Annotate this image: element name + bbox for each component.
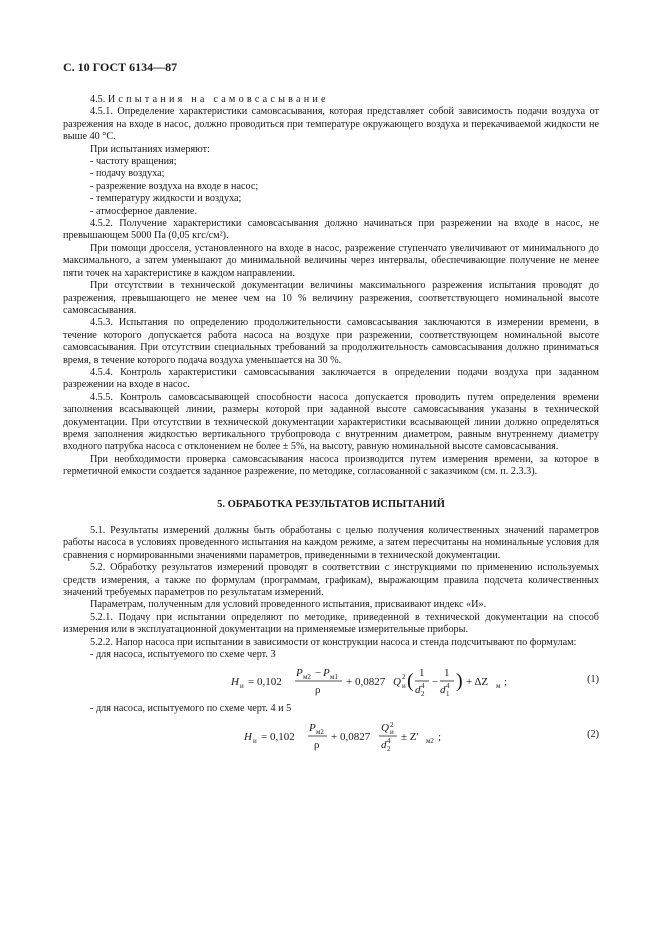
paragraph-5-2-index: Параметрам, полученным для условий проведенного испытания, присваивают индекс «И». <box>90 599 487 611</box>
paragraph-4-5-2: 4.5.2. Получение характеристики самовсасывания должно начинаться при разрежении на входе в насос, не превышающем 5000 Па (0,05 кгс/см²). <box>63 218 599 242</box>
formula-1-svg <box>63 663 599 699</box>
heading-number: 4.5. <box>90 94 106 105</box>
f2-lhs-sub: и <box>253 736 257 745</box>
f1-q: Q <box>393 676 401 689</box>
case-scheme-3: - для насоса, испытуемого по схеме черт. 3 <box>90 649 276 661</box>
f1-d1-pow: 4 <box>446 682 450 691</box>
paragraph-4-5-3: 4.5.3. Испытания по определению продолжительности самовсасывания заключаются в измерении времени, в течение которого допускается работа насоса на воздухе при разрежении, соответствующем номинальной высоте самовсасывания. При отсутствии специальных требований за продолжительность самовсасывания должно приниматься время, в течение которого подача воздуха уменьшается на 30 %. <box>63 317 599 366</box>
paragraph-4-5-4: 4.5.4. Контроль характеристики самовсасывания заключается в определении подачи воздуха при заданном разрежении на входе в насос. <box>63 366 599 391</box>
f2-lhs: H <box>244 730 252 743</box>
list-item: - атмосферное давление. <box>90 205 198 217</box>
f2-num-sub: м2 <box>316 727 324 736</box>
list-item: - разрежение воздуха на входе в насос; <box>90 180 259 192</box>
document-body <box>63 94 599 758</box>
paragraph-4-5-2-max-vacuum: При отсутствии в технической документации величины максимального разрежения испытания проводят до разрежения, превышающего не менее чем на 10 % величину разрежения, соответствующего номинальной высоте самовсасывания. <box>63 280 599 316</box>
formula-2 <box>63 718 599 754</box>
f2-q-sup: 2 <box>390 720 394 729</box>
f1-q-sub: и <box>402 682 406 691</box>
paragraph-4-5-5: 4.5.5. Контроль самовсасывающей способности насоса допускается проводить путем определения времени заполнения всасывающей линии, размеры которой при заданной высоте самовсасывания указаны в технической документации. При отсутствии в технической документации характеристики всасывающей линии должно определяться время заполнения жидкостью вертикального трубопровода с внутренним диаметром, равным внутреннему диаметру входного патрубка насоса с отклонением не более ± 5%, на высоту, равную номинальной высоте самовсасывания. <box>63 391 599 453</box>
page-header: С. 10 ГОСТ 6134—87 <box>63 60 178 74</box>
list-item: - частоту вращения; <box>90 156 177 168</box>
measure-intro: При испытаниях измеряют: <box>90 143 210 155</box>
f1-end: ; <box>504 676 508 689</box>
f1-d2: d <box>415 684 421 697</box>
paragraph-4-5-2-throttle: При помощи дросселя, установленного на входе в насос, разрежение ступенчато увеличивают от минимального до максимального, а затем уменьшают до минимальной величины через интервалы, обеспечивающие получение не менее пяти точек на характеристике в каждом направлении. <box>63 242 599 279</box>
heading-text: Испытания на самовсасывание <box>107 94 329 105</box>
f1-dz-sub: м <box>496 682 501 691</box>
f2-d-pow: 4 <box>387 736 391 745</box>
f2-q: Q <box>381 721 389 734</box>
f1-lhs: H <box>231 676 239 689</box>
paragraph-5-2-2: 5.2.2. Напор насоса при испытании в зависимости от конструкции насоса и стенда подсчитывают по формулам: <box>90 636 577 648</box>
f1-d2-pow: 4 <box>421 682 425 691</box>
list-item: - подачу воздуха; <box>90 168 165 180</box>
paragraph-5-1: 5.1. Результаты измерений должны быть обработаны с целью получения количественных значений параметров работы насоса в условиях проведенного испытания на каждом режиме, а затем пересчитаны на номинальные условия для сравнения с нормированными значениями параметров, приведенными в технической документации. <box>63 525 599 561</box>
f1-paren-open: ( <box>407 670 414 693</box>
f2-plus-coef: + 0,0827 <box>331 730 371 743</box>
f1-num-p2: P <box>323 667 330 680</box>
paragraph-4-5-5-check: При необходимости проверка самовсасывания насоса производится путем измерения времени, за которое в герметичной емкости создается заданное разрежение, по методике, согласованной с заказчиком (см. п. 2.3.3). <box>63 453 599 478</box>
f1-minus2: − <box>432 676 439 689</box>
f2-num: P <box>309 721 316 734</box>
f1-d2-sub: 2 <box>421 690 425 699</box>
f1-den: ρ <box>315 684 321 697</box>
paragraph-5-2-1: 5.2.1. Подачу при испытании определяют по методике, приведенной в технической документации на способ измерения или в эксплуатационной документации на применяемые измерительные приборы. <box>63 611 599 636</box>
f2-q-sub: и <box>390 727 394 736</box>
f1-plus-dz: + ΔZ <box>466 676 489 689</box>
f2-pm-z: ± Z′ <box>401 730 419 743</box>
section-5-title: 5. ОБРАБОТКА РЕЗУЛЬТАТОВ ИСПЫТАНИЙ <box>217 498 445 510</box>
f1-num-p1: P <box>296 667 303 680</box>
case-scheme-4-5: - для насоса, испытуемого по схеме черт. 4 и 5 <box>90 703 292 715</box>
list-item: - температуру жидкости и воздуха; <box>90 193 242 205</box>
f1-one-a: 1 <box>419 667 425 680</box>
f1-plus-coef: + 0,0827 <box>346 676 386 689</box>
f1-minus: − <box>315 667 322 680</box>
paragraph-5-2: 5.2. Обработку результатов измерений проводят в соответствии с инструкциями по применению используемых средств измерения, а также по формулам (программам, графикам), выражающим правила подсчета количественных значений требуемых параметров по результатам измерений. <box>63 562 599 599</box>
f2-eq: = 0,102 <box>261 730 295 743</box>
f1-one-b: 1 <box>444 667 450 680</box>
f2-end: ; <box>438 730 442 743</box>
section-4-5-heading <box>63 94 599 106</box>
f1-q-sup: 2 <box>402 673 406 682</box>
formula-1 <box>63 663 599 699</box>
f1-d1: d <box>440 684 446 697</box>
formula-2-number: (2) <box>587 728 599 740</box>
f2-z-sub: м2 <box>426 736 434 745</box>
f2-den: ρ <box>314 738 320 751</box>
f1-eq: = 0,102 <box>248 676 282 689</box>
f1-paren-close: ) <box>456 670 463 693</box>
formula-2-svg <box>63 718 599 754</box>
f1-num-sub2: м1 <box>330 673 338 682</box>
f2-d-sub: 2 <box>387 744 391 753</box>
paragraph-4-5-1: 4.5.1. Определение характеристики самовсасывания, которая представляет собой зависимость подачи воздуха от разрежения на входе в насос, должно проводиться при температуре окружающего воздуха и перекачиваемой жидкости не выше 40 °С. <box>63 106 599 143</box>
f1-lhs-sub: и <box>240 682 244 691</box>
f1-d1-sub: 1 <box>446 690 450 699</box>
formula-1-number: (1) <box>587 674 599 686</box>
f2-d: d <box>381 738 387 751</box>
f1-num-sub1: м2 <box>303 673 311 682</box>
